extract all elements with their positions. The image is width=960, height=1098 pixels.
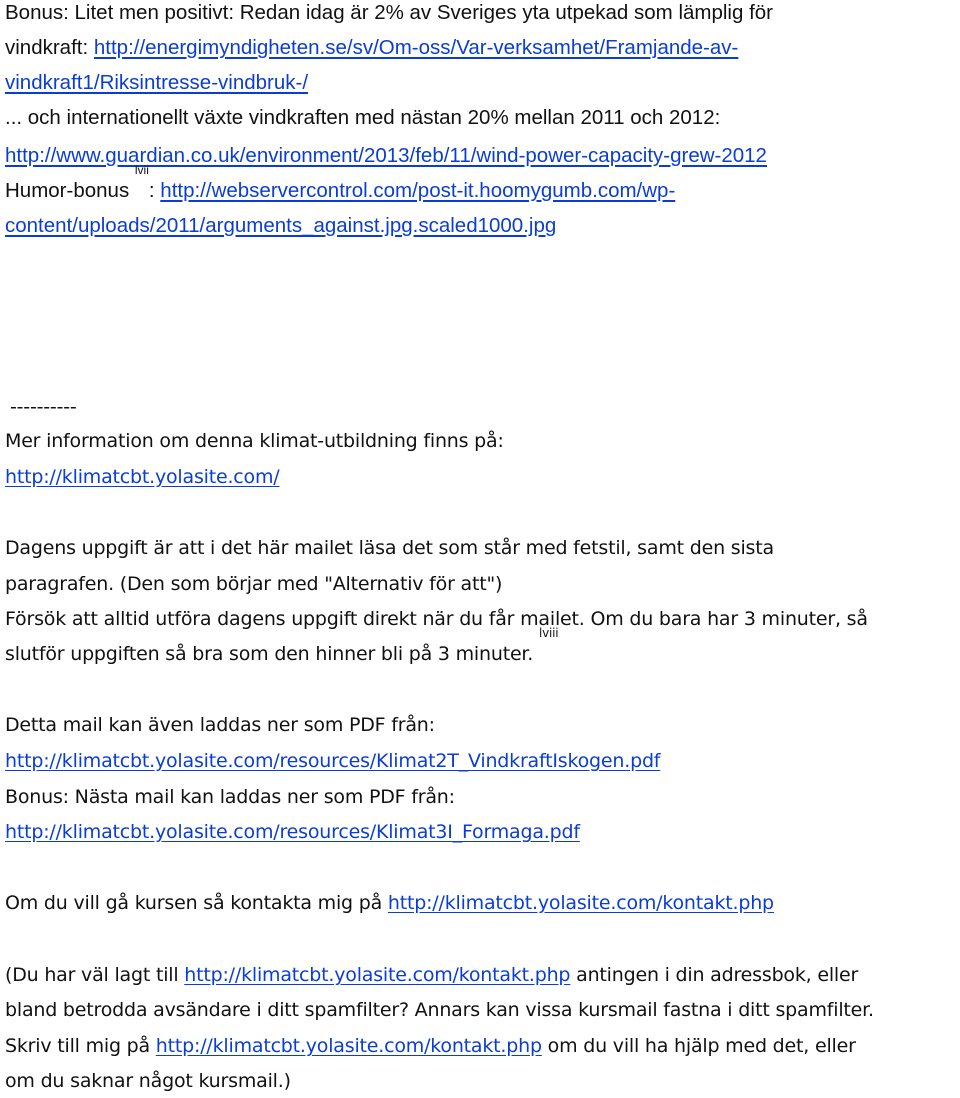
spam-line-2: bland betrodda avsändare i ditt spamfilter? Annars kan vissa kursmail fastna i ditt spamfilter. — [5, 999, 874, 1021]
task-line-2: paragrafen. (Den som börjar med "Alternativ för att") — [5, 573, 503, 595]
humor-link[interactable]: http://webservercontrol.com/post-it.hoomygumb.com/wp- — [160, 179, 676, 202]
humor-bonus-line: Humor-bonus $^{lvii}$: http://webservercontrol.com/post-it.hoomygumb.com/wp- — [5, 163, 676, 202]
energimyndigheten-link-cont[interactable]: vindkraft1/Riksintresse-vindbruk-/ — [5, 71, 309, 94]
spam-line-1: (Du har väl lagt till http://klimatcbt.yolasite.com/kontakt.php antingen i din adressbok, eller — [5, 964, 859, 986]
contact-link[interactable]: http://klimatcbt.yolasite.com/kontakt.php — [387, 892, 774, 914]
international-line: ... och internationellt växte vindkraften med nästan 20% mellan 2011 och 2012: — [5, 106, 721, 129]
energimyndigheten-link[interactable]: http://energimyndigheten.se/sv/Om-oss/Var-verksamhet/Framjande-av- — [93, 36, 739, 59]
divider: ---------- — [10, 396, 77, 418]
contact-link[interactable]: http://klimatcbt.yolasite.com/kontakt.php — [184, 964, 571, 986]
pdf-link-line — [5, 748, 660, 774]
humor-link-cont[interactable]: content/uploads/2011/arguments_against.jpg.scaled1000.jpg — [5, 214, 557, 237]
guardian-line — [5, 143, 767, 169]
course-line: Om du vill gå kursen så kontakta mig på http://klimatcbt.yolasite.com/kontakt.php — [5, 892, 774, 914]
endnote-marker: lviii — [538, 626, 559, 640]
klimatcbt-home-link[interactable]: http://klimatcbt.yolasite.com/ — [5, 466, 280, 488]
pdf-link[interactable]: http://klimatcbt.yolasite.com/resources/Klimat2T_VindkraftIskogen.pdf — [5, 750, 661, 772]
pdf-label: Detta mail kan även laddas ner som PDF från: — [5, 714, 435, 736]
task-line-4: slutför uppgiften så bra som den hinner bli på 3 minuter. $^{lviii}$ — [5, 626, 559, 665]
bonus-line-1: Bonus: Litet men positivt: Redan idag är 2% av Sveriges yta utpekad som lämplig för — [5, 1, 774, 24]
next-pdf-link-line — [5, 819, 580, 845]
task-line-1: Dagens uppgift är att i det här mailet läsa det som står med fetstil, samt den sista — [5, 537, 774, 559]
task-line-3: Försök att alltid utföra dagens uppgift direkt när du får mailet. Om du bara har 3 minuter, så — [5, 608, 868, 630]
bonus-line-2: vindkraft: http://energimyndigheten.se/sv/Om-oss/Var-verksamhet/Framjande-av- — [5, 36, 739, 59]
spam-line-3: Skriv till mig på http://klimatcbt.yolasite.com/kontakt.php om du vill ha hjälp med det, eller — [5, 1035, 856, 1057]
bonus-line-3 — [5, 70, 308, 96]
humor-link-line-2 — [5, 213, 556, 239]
contact-link[interactable]: http://klimatcbt.yolasite.com/kontakt.php — [155, 1035, 542, 1057]
endnote-marker: lvii — [134, 163, 149, 177]
spam-line-4: om du saknar något kursmail.) — [5, 1070, 291, 1092]
next-pdf-label: Bonus: Nästa mail kan laddas ner som PDF från: — [5, 786, 455, 808]
info-link-line — [5, 464, 280, 490]
next-pdf-link[interactable]: http://klimatcbt.yolasite.com/resources/Klimat3I_Formaga.pdf — [5, 821, 580, 843]
info-line: Mer information om denna klimat-utbildning finns på: — [5, 430, 504, 452]
guardian-link[interactable]: http://www.guardian.co.uk/environment/2013/feb/11/wind-power-capacity-grew-2012 — [5, 144, 767, 167]
